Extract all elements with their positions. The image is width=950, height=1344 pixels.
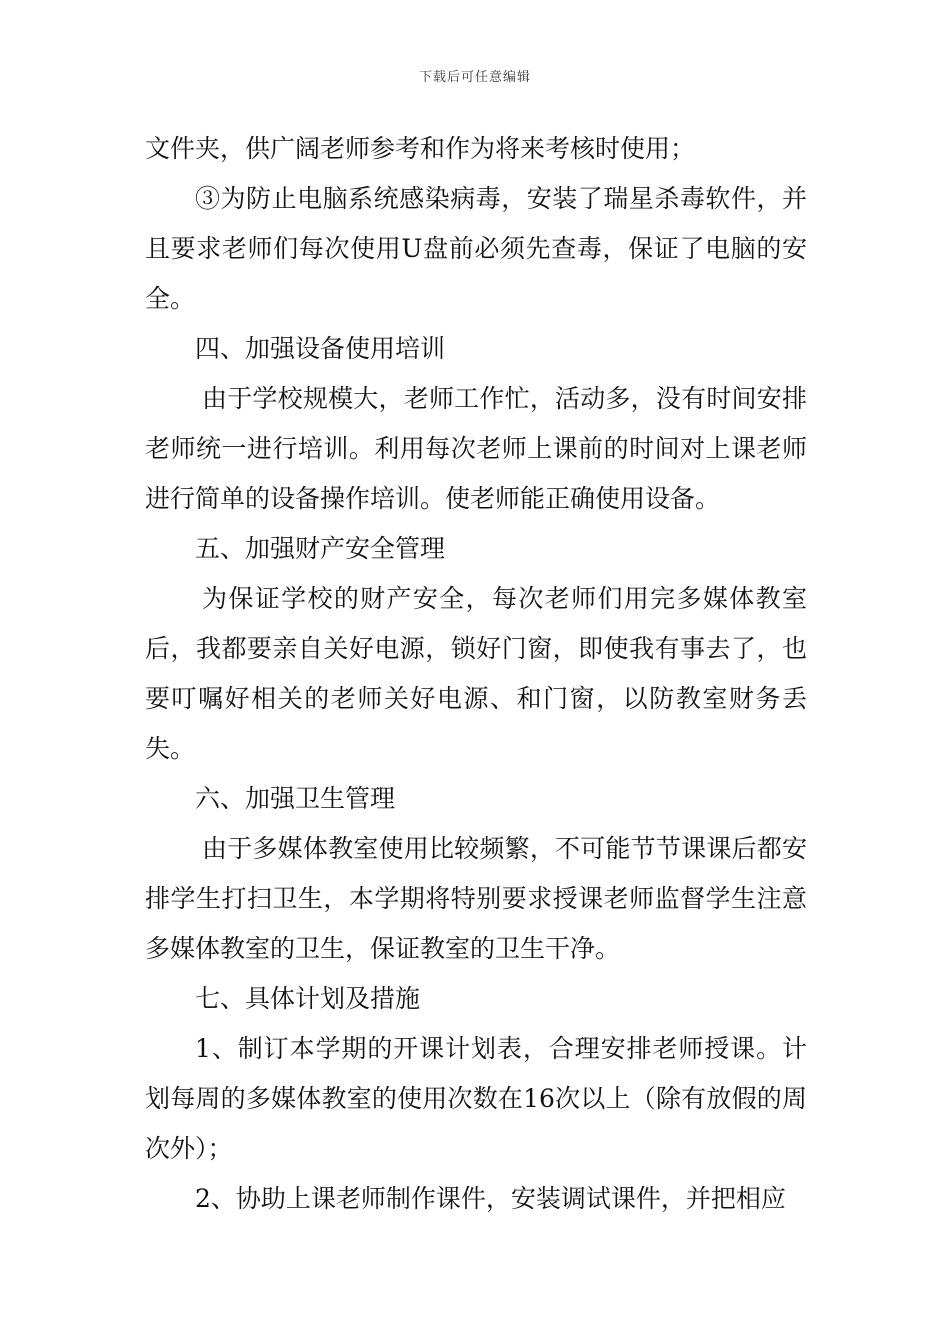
- paragraph-hygiene: 由于多媒体教室使用比较频繁，不可能节节课课后都安排学生打扫卫生，本学期将特别要求授课老师监督学生注意多媒体教室的卫生，保证教室的卫生干净。: [145, 834, 807, 963]
- paragraph-training: 由于学校规模大，老师工作忙，活动多，没有时间安排老师统一进行培训。利用每次老师上课前的时间对上课老师进行简单的设备操作培训。使老师能正确使用设备。: [145, 384, 807, 513]
- paragraph-plan-item-2: 2、协助上课老师制作课件，安装调试课件，并把相应: [195, 1184, 786, 1213]
- paragraph-plan-item-1: 1、制订本学期的开课计划表，合理安排老师授课。计划每周的多媒体教室的使用次数在16次以上（除有放假的周次外）；: [145, 1034, 807, 1163]
- page-header: 下载后可任意编辑: [418, 70, 531, 85]
- paragraph-antivirus: ③为防止电脑系统感染病毒，安装了瑞星杀毒软件，并且要求老师们每次使用U盘前必须先查毒，保证了电脑的安全。: [145, 184, 807, 313]
- paragraph-folder-usage: 文件夹，供广阔老师参考和作为将来考核时使用；: [145, 134, 696, 163]
- paragraph-property-safety: 为保证学校的财产安全，每次老师们用完多媒体教室后，我都要亲自关好电源，锁好门窗，即使我有事去了，也要叮嘱好相关的老师关好电源、和门窗，以防教室财务丢失。: [145, 584, 807, 763]
- heading-training: 四、加强设备使用培训: [195, 334, 446, 363]
- document-body: [145, 124, 807, 1224]
- heading-plan-measures: 七、具体计划及措施: [195, 984, 421, 1013]
- heading-property-safety: 五、加强财产安全管理: [195, 534, 446, 563]
- heading-hygiene: 六、加强卫生管理: [195, 784, 396, 813]
